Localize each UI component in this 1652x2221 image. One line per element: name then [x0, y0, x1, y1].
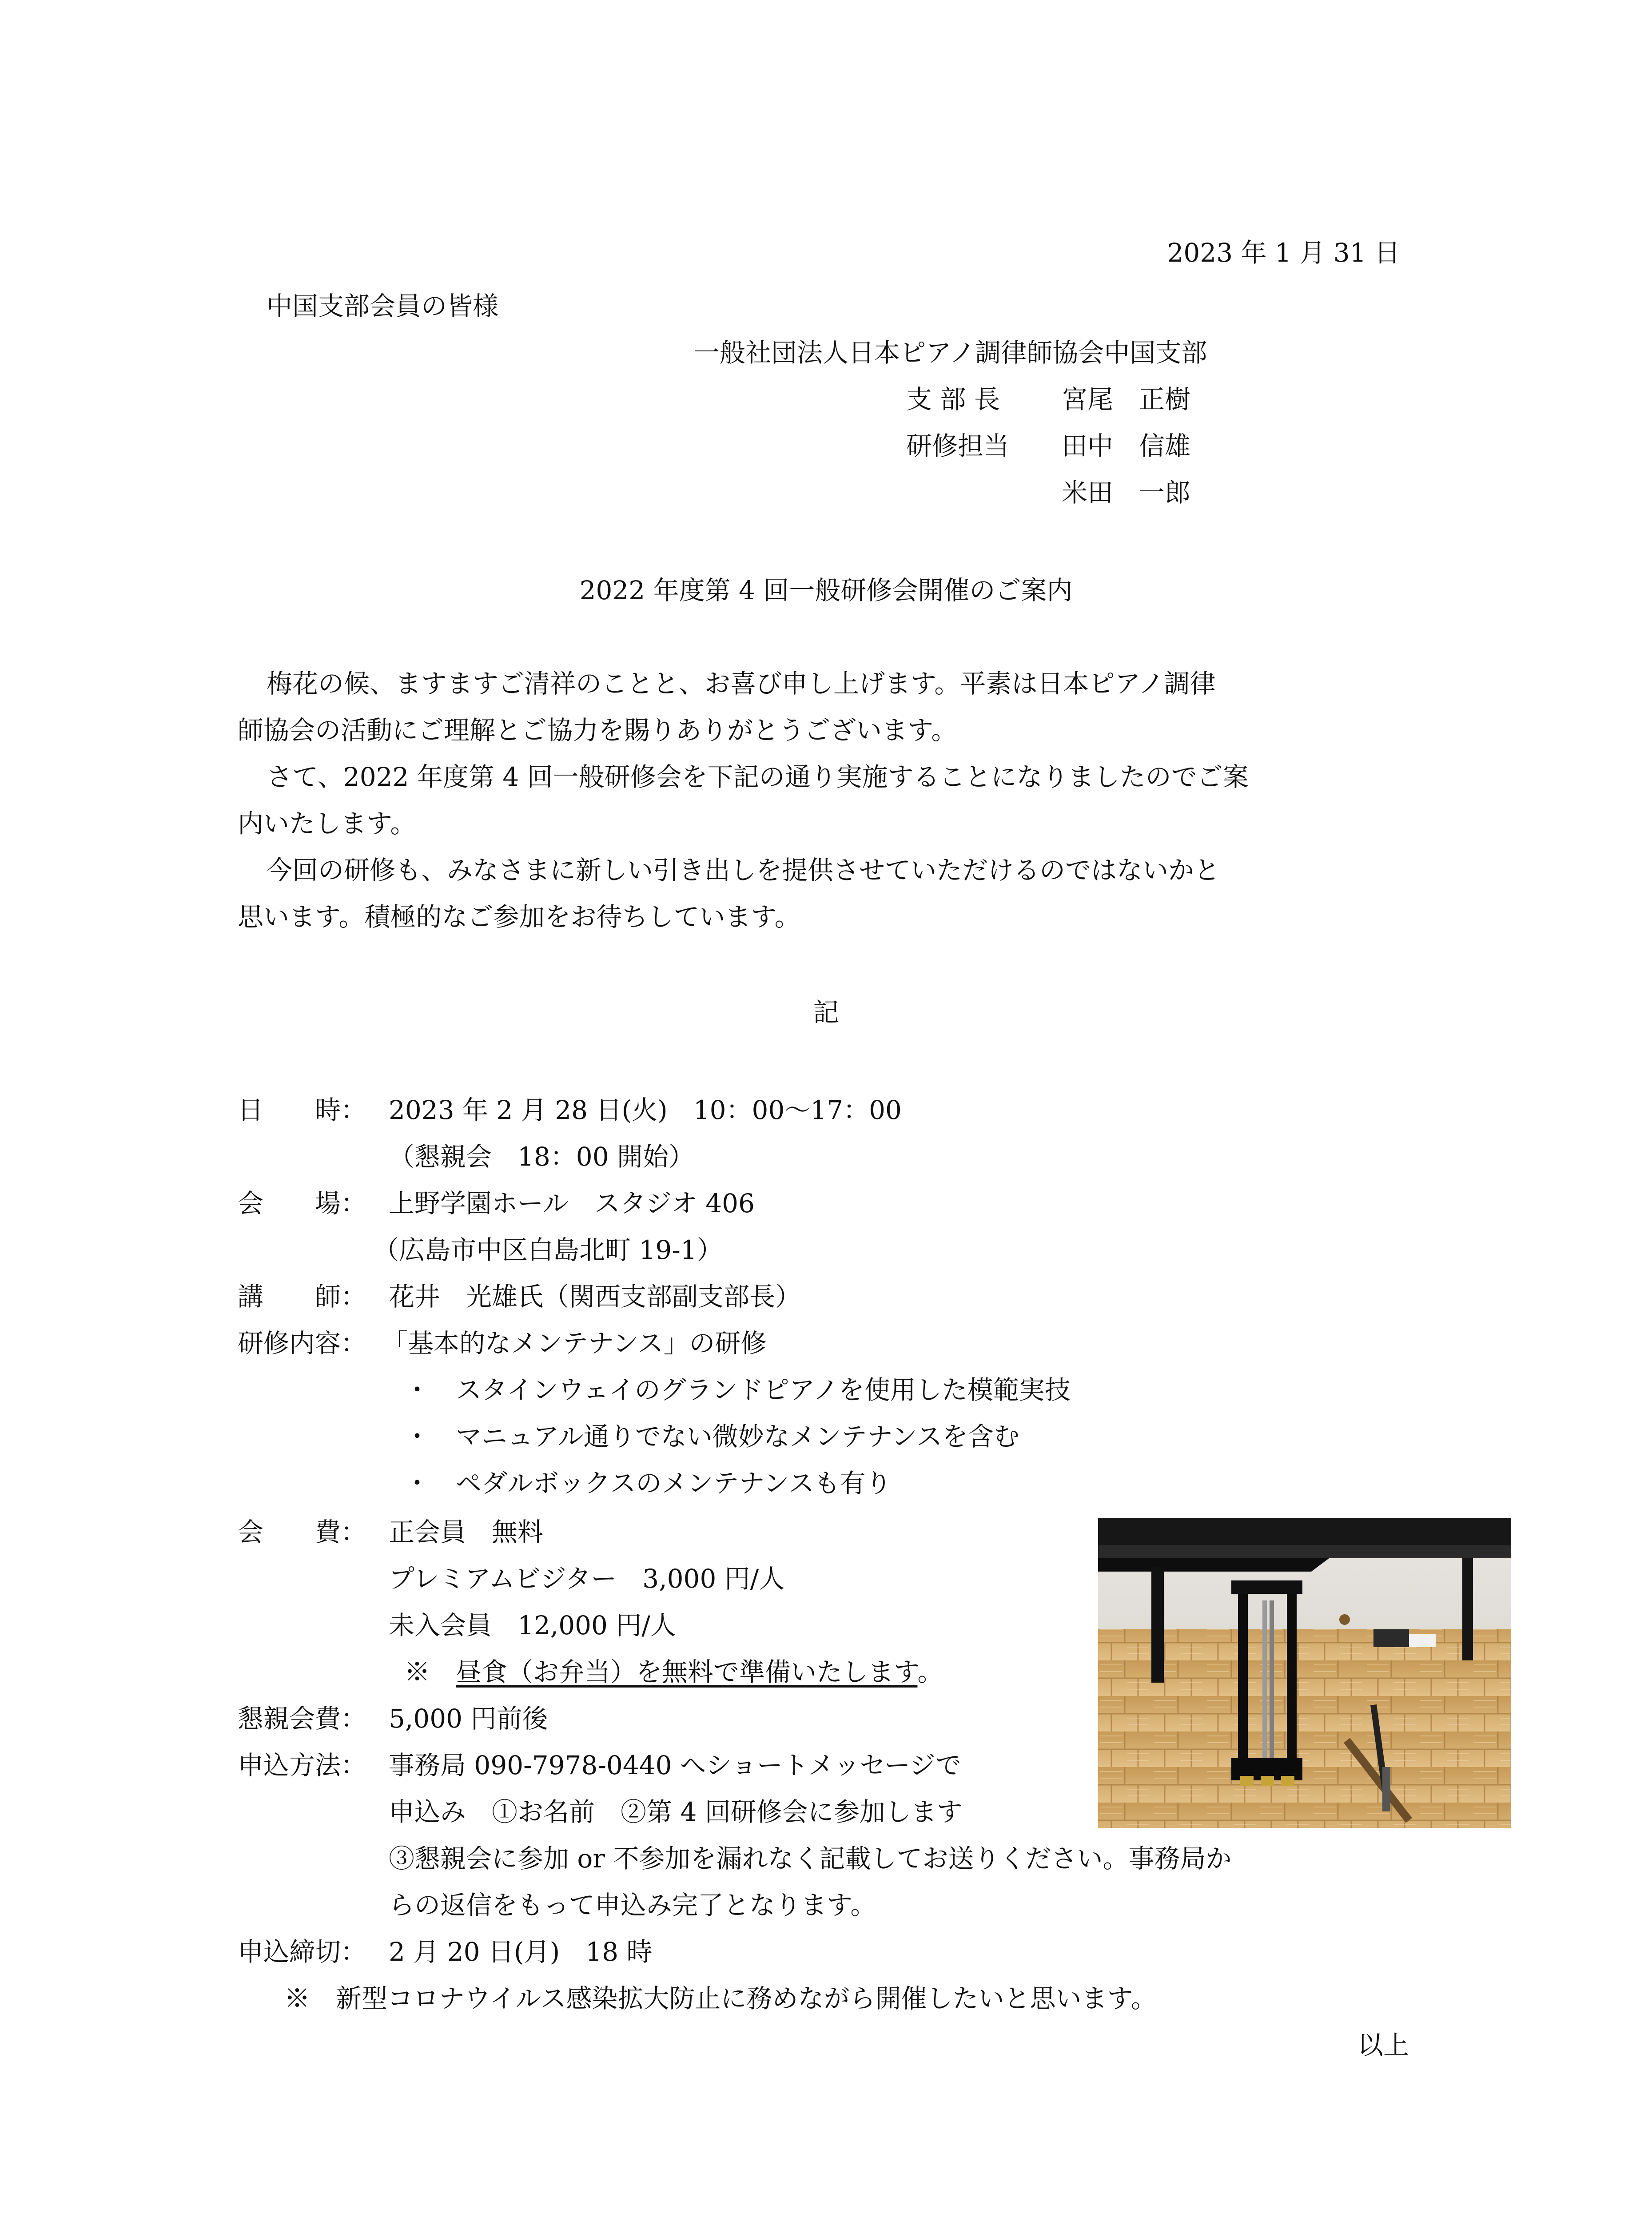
- venue-value: 上野学園ホール スタジオ 406: [389, 1188, 755, 1218]
- apply-line: 事務局 090-7978-0440 へショートメッセージで: [389, 1750, 961, 1780]
- document-title: 2022 年度第 4 回一般研修会開催のご案内: [579, 575, 1073, 605]
- content-bullet: ・ ペダルボックスのメンテナンスも有り: [404, 1468, 892, 1498]
- letter-date: 2023 年 1 月 31 日: [1167, 238, 1400, 268]
- lunch-note-text: 昼食（お弁当）を無料で準備いたします: [456, 1657, 918, 1687]
- apply-line: 申込み ①お名前 ②第 4 回研修会に参加します: [389, 1797, 963, 1827]
- deadline-value: 2 月 20 日(月) 18 時: [389, 1937, 653, 1967]
- closing-mark: 以上: [1357, 2030, 1409, 2060]
- fee-line: プレミアムビジター 3,000 円/人: [389, 1564, 785, 1594]
- venue-address: （広島市中区白島北町 19-1）: [373, 1235, 723, 1265]
- party-start-time: （懇親会 18：00 開始）: [389, 1142, 695, 1172]
- body-line: 思います。積極的なご参加をお待ちしています。: [238, 902, 800, 932]
- content-bullet: ・ マニュアル通りでない微妙なメンテナンスを含む: [404, 1421, 1020, 1452]
- venue-label: 会 場：: [238, 1188, 367, 1218]
- body-line: 師協会の活動にご理解とご協力を賜りありがとうございます。: [238, 715, 957, 745]
- apply-label: 申込方法：: [238, 1750, 367, 1780]
- deadline-label: 申込締切：: [238, 1937, 367, 1967]
- party-fee-label: 懇親会費：: [238, 1704, 367, 1734]
- lunch-note-end: 。: [917, 1657, 943, 1687]
- recipient: 中国支部会員の皆様: [267, 291, 499, 321]
- content-label: 研修内容：: [238, 1328, 367, 1358]
- lunch-note: [404, 1659, 943, 1685]
- ki-heading: 記: [813, 997, 839, 1027]
- fee-line: 正会員 無料: [389, 1517, 544, 1547]
- note-mark: ※: [404, 1657, 430, 1687]
- apply-line: ③懇親会に参加 or 不参加を漏れなく記載してお送りください。事務局か: [389, 1843, 1232, 1874]
- signer-role: 支 部 長: [906, 384, 1000, 414]
- datetime-value: 2023 年 2 月 28 日(火) 10：00～17：00: [389, 1095, 902, 1125]
- body-line: さて、2022 年度第 4 回一般研修会を下記の通り実施することになりましたのでご案: [267, 762, 1249, 792]
- signer-name: 田中 信雄: [1062, 431, 1191, 461]
- signer-role: 研修担当: [906, 431, 1010, 461]
- datetime-label: 日 時：: [238, 1095, 367, 1125]
- signer-name: 宮尾 正樹: [1062, 384, 1191, 414]
- party-fee-value: 5,000 円前後: [389, 1704, 548, 1734]
- lecturer-value: 花井 光雄氏（関西支部副支部長）: [389, 1282, 801, 1312]
- apply-line: らの返信をもって申込み完了となります。: [389, 1890, 876, 1920]
- body-line: 今回の研修も、みなさまに新しい引き出しを提供させていただけるのではないかと: [267, 855, 1220, 885]
- signer-name: 米田 一郎: [1062, 478, 1191, 508]
- body-line: 内いたします。: [238, 808, 416, 839]
- content-bullet: ・ スタインウェイのグランドピアノを使用した模範実技: [404, 1375, 1071, 1405]
- covid-note: ※ 新型コロナウイルス感染拡大防止に務めながら開催したいと思います。: [284, 1983, 1157, 2014]
- fee-line: 未入会員 12,000 円/人: [389, 1610, 676, 1640]
- organization-name: 一般社団法人日本ピアノ調律師協会中国支部: [694, 338, 1207, 368]
- lecturer-label: 講 師：: [238, 1282, 367, 1312]
- grand-piano-photo: [1098, 1518, 1511, 1828]
- body-line: 梅花の候、ますますご清祥のことと、お喜び申し上げます。平素は日本ピアノ調律: [267, 669, 1216, 699]
- fee-label: 会 費：: [238, 1517, 367, 1547]
- content-value: 「基本的なメンテナンス」の研修: [382, 1328, 767, 1358]
